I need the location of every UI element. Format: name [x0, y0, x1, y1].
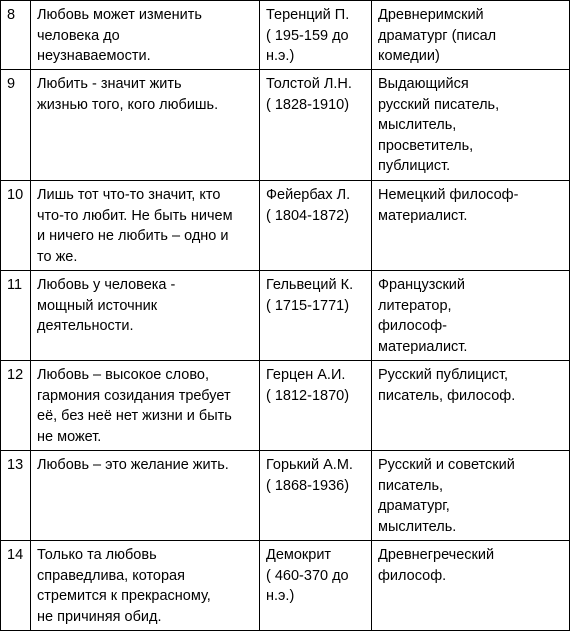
- author-cell: Фейербах Л. ( 1804-1872): [260, 181, 372, 271]
- quote-text: Любовь – это желание жить.: [31, 451, 260, 541]
- quote-text: Любовь у человека - мощный источник деятельности.: [31, 271, 260, 361]
- table-row: [1, 70, 570, 181]
- row-number: 11: [1, 271, 31, 361]
- author-description: Русский и советский писатель, драматург, мыслитель.: [372, 451, 570, 541]
- row-number: 9: [1, 70, 31, 181]
- row-number: 12: [1, 361, 31, 451]
- row-number: 13: [1, 451, 31, 541]
- author-description: Древнегреческий философ.: [372, 541, 570, 631]
- table-row: [1, 361, 570, 451]
- author-cell: Толстой Л.Н. ( 1828-1910): [260, 70, 372, 181]
- quote-text: Любить - значит жить жизнью того, кого любишь.: [31, 70, 260, 181]
- author-cell: Горький А.М. ( 1868-1936): [260, 451, 372, 541]
- table-row: [1, 541, 570, 631]
- table-row: [1, 1, 570, 70]
- author-description: Русский публицист, писатель, философ.: [372, 361, 570, 451]
- table-row: [1, 451, 570, 541]
- row-number: 10: [1, 181, 31, 271]
- author-cell: Демокрит ( 460-370 до н.э.): [260, 541, 372, 631]
- author-cell: Теренций П. ( 195-159 до н.э.): [260, 1, 372, 70]
- author-description: Немецкий философ- материалист.: [372, 181, 570, 271]
- table-row: [1, 181, 570, 271]
- author-description: Французский литератор, философ- материалист.: [372, 271, 570, 361]
- quote-text: Только та любовь справедлива, которая стремится к прекрасному, не причиняя обид.: [31, 541, 260, 631]
- row-number: 14: [1, 541, 31, 631]
- author-cell: Гельвеций К. ( 1715-1771): [260, 271, 372, 361]
- author-description: Древнеримский драматург (писал комедии): [372, 1, 570, 70]
- quote-text: Любовь может изменить человека до неузнаваемости.: [31, 1, 260, 70]
- author-cell: Герцен А.И. ( 1812-1870): [260, 361, 372, 451]
- table-row: [1, 271, 570, 361]
- row-number: 8: [1, 1, 31, 70]
- quote-text: Лишь тот что-то значит, кто что-то любит. Не быть ничем и ничего не любить – одно и то же.: [31, 181, 260, 271]
- quote-text: Любовь – высокое слово, гармония созидания требует её, без неё нет жизни и быть не может.: [31, 361, 260, 451]
- author-description: Выдающийся русский писатель, мыслитель, просветитель, публицист.: [372, 70, 570, 181]
